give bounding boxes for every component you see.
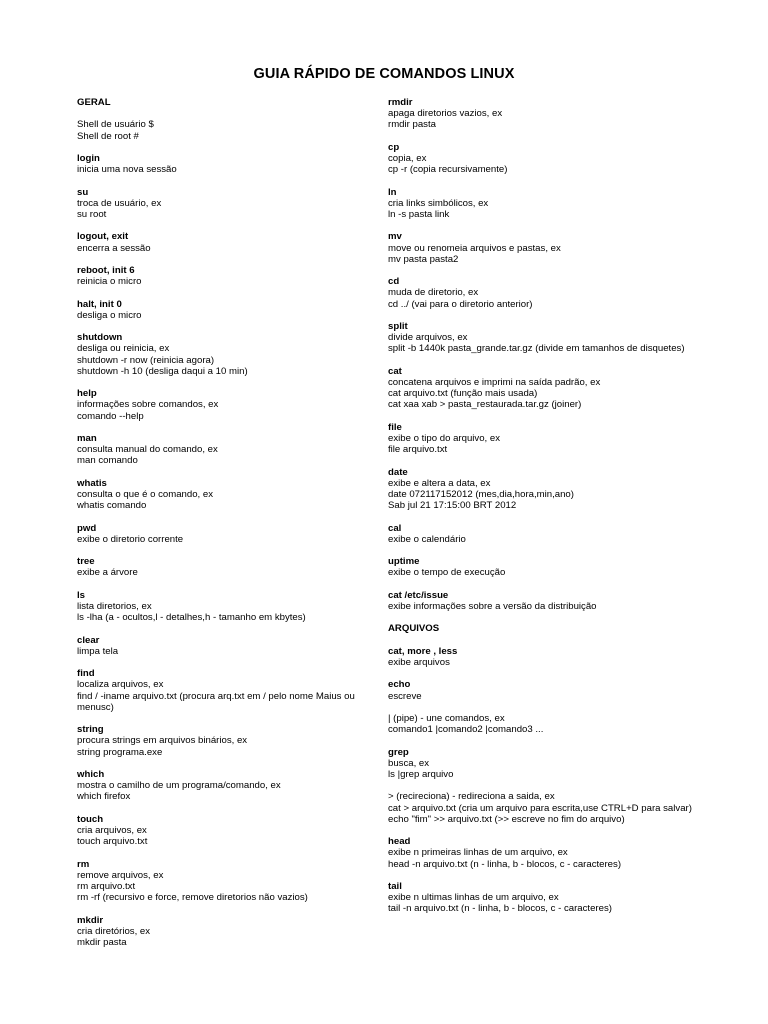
command-entry — [388, 142, 694, 176]
command-text: exibe o tempo de execução — [388, 567, 506, 579]
command-heading: cat /etc/issue — [388, 589, 449, 601]
command-heading: clear — [77, 634, 100, 646]
command-text: desliga o micro — [77, 309, 142, 321]
command-text: ls |grep arquivo — [388, 768, 454, 780]
page-title: GUIA RÁPIDO DE COMANDOS LINUX — [253, 66, 515, 82]
command-text: divide arquivos, ex — [388, 332, 468, 344]
command-heading: cd — [388, 276, 400, 288]
command-heading: cat — [388, 365, 402, 377]
command-heading: cp — [388, 141, 400, 153]
command-entry — [388, 791, 694, 825]
command-entry — [388, 276, 694, 310]
command-text: exibe o tipo do arquivo, ex — [388, 432, 501, 444]
command-heading: date — [388, 466, 408, 478]
command-text: Shell de usuário $ — [77, 119, 154, 131]
command-text: copia, ex — [388, 153, 427, 164]
command-text: exibe n ultimas linhas de um arquivo, ex — [388, 892, 559, 904]
command-heading: man — [77, 432, 97, 444]
command-entry — [388, 422, 694, 456]
command-entry — [77, 478, 381, 512]
command-entry — [388, 97, 694, 131]
command-text: limpa tela — [77, 645, 119, 657]
command-entry — [388, 556, 694, 578]
command-heading: grep — [388, 746, 409, 758]
command-text: consulta o que é o comando, ex — [77, 488, 214, 500]
command-heading: su — [77, 186, 89, 198]
command-heading: halt, init 0 — [77, 298, 122, 310]
command-heading: which — [77, 768, 105, 780]
command-entry — [388, 187, 694, 221]
command-text: cria links simbólicos, ex — [388, 197, 489, 209]
command-heading: echo — [388, 679, 411, 691]
command-text: ln -s pasta link — [388, 209, 450, 220]
command-text: exibe a árvore — [77, 567, 138, 579]
command-text: consulta manual do comando, ex — [77, 444, 218, 456]
command-heading: split — [388, 320, 408, 332]
command-text: string programa.exe — [77, 746, 163, 758]
command-heading: string — [77, 724, 104, 736]
command-text: cp -r (copia recursivamente) — [388, 164, 508, 176]
command-text: Shell de root # — [77, 130, 139, 142]
command-heading: login — [77, 152, 100, 164]
command-text: informações sobre comandos, ex — [77, 399, 219, 411]
command-text: find / -iname arquivo.txt (procura arq.txt em / pelo nome Maius ou menusc) — [77, 690, 355, 713]
command-entry — [388, 467, 694, 512]
command-entry — [77, 97, 381, 108]
command-entry — [388, 679, 694, 701]
command-heading: mkdir — [77, 914, 104, 926]
command-entry — [388, 747, 694, 781]
command-entry — [77, 153, 381, 175]
command-entry — [388, 836, 694, 870]
command-entry — [77, 332, 381, 377]
command-text: apaga diretorios vazios, ex — [388, 108, 503, 120]
command-text: cria arquivos, ex — [77, 824, 147, 836]
command-text: procura strings em arquivos binários, ex — [77, 735, 248, 747]
command-text: date 072117152012 (mes,dia,hora,min,ano) — [388, 488, 574, 500]
command-heading: file — [388, 421, 402, 433]
command-text: rm -rf (recursivo e force, remove diretorios não vazios) — [77, 892, 308, 904]
command-heading: tail — [388, 880, 402, 892]
command-heading: rmdir — [388, 97, 413, 108]
command-text: inicia uma nova sessão — [77, 164, 177, 176]
command-entry — [77, 299, 381, 321]
command-entry — [77, 556, 381, 578]
right-column — [388, 97, 694, 926]
command-entry — [388, 623, 694, 634]
command-text: localiza arquivos, ex — [77, 679, 164, 691]
command-entry — [77, 859, 381, 904]
command-text: cat > arquivo.txt (cria um arquivo para escrita,use CTRL+D para salvar) — [388, 802, 692, 814]
command-text: rmdir pasta — [388, 119, 436, 131]
command-entry — [77, 265, 381, 287]
command-heading: uptime — [388, 556, 420, 568]
command-text: muda de diretorio, ex — [388, 287, 479, 299]
command-text: su root — [77, 208, 107, 220]
command-text: mv pasta pasta2 — [388, 253, 459, 265]
command-text: ls -lha (a - ocultos,l - detalhes,h - tamanho em kbytes) — [77, 612, 306, 624]
command-text: reinicia o micro — [77, 276, 142, 288]
command-heading: ls — [77, 589, 86, 601]
command-heading: ARQUIVOS — [388, 623, 440, 635]
command-heading: help — [77, 388, 97, 400]
command-entry — [77, 668, 381, 713]
command-text: exibe n primeiras linhas de um arquivo, ex — [388, 847, 568, 859]
command-text: lista diretorios, ex — [77, 600, 152, 612]
command-entry — [388, 366, 694, 411]
command-text: exibe o calendário — [388, 533, 466, 545]
command-text: echo "fim" >> arquivo.txt (>> escreve no fim do arquivo) — [388, 813, 625, 825]
command-heading: ln — [388, 186, 397, 198]
command-heading: mv — [388, 231, 402, 243]
command-text: escreve — [388, 690, 422, 702]
command-text: rm arquivo.txt — [77, 880, 136, 892]
command-text: comando1 |comando2 |comando3 ... — [388, 724, 544, 736]
command-text: shutdown -r now (reinicia agora) — [77, 354, 215, 366]
command-heading: whatis — [77, 477, 107, 489]
command-entry — [388, 881, 694, 915]
command-entry — [77, 814, 381, 848]
command-entry — [77, 231, 381, 253]
command-text: move ou renomeia arquivos e pastas, ex — [388, 242, 561, 254]
command-entry — [388, 523, 694, 545]
command-entry — [388, 713, 694, 735]
command-entry — [77, 119, 381, 141]
command-entry — [388, 231, 694, 265]
command-entry — [77, 635, 381, 657]
command-heading: rm — [77, 858, 90, 870]
command-text: whatis comando — [77, 500, 147, 512]
command-text: Sab jul 21 17:15:00 BRT 2012 — [388, 500, 517, 512]
command-text: cria diretórios, ex — [77, 925, 151, 937]
command-text: concatena arquivos e imprimi na saída padrão, ex — [388, 376, 601, 388]
command-text: exibe e altera a data, ex — [388, 477, 491, 489]
command-text: mkdir pasta — [77, 936, 127, 948]
command-entry — [77, 523, 381, 545]
command-text: which firefox — [77, 791, 131, 803]
command-text: encerra a sessão — [77, 242, 151, 254]
command-entry — [77, 724, 381, 758]
left-column — [77, 97, 381, 959]
command-entry — [388, 590, 694, 612]
command-text: troca de usuário, ex — [77, 197, 162, 209]
command-text: tail -n arquivo.txt (n - linha, b - blocos, c - caracteres) — [388, 903, 612, 915]
command-text: cd ../ (vai para o diretorio anterior) — [388, 298, 533, 310]
command-heading: pwd — [77, 522, 97, 534]
command-entry — [388, 321, 694, 355]
command-text: man comando — [77, 455, 138, 467]
command-text: > (recireciona) - redireciona a saida, ex — [388, 791, 555, 803]
command-entry — [77, 915, 381, 949]
command-text: file arquivo.txt — [388, 444, 448, 456]
command-heading: tree — [77, 556, 95, 568]
command-text: exibe o diretorio corrente — [77, 533, 184, 545]
command-entry — [77, 590, 381, 624]
command-heading: touch — [77, 813, 104, 825]
command-heading: head — [388, 836, 411, 848]
command-text: head -n arquivo.txt (n - linha, b - blocos, c - caracteres) — [388, 858, 622, 870]
command-text: busca, ex — [388, 757, 430, 769]
command-text: | (pipe) - une comandos, ex — [388, 712, 505, 724]
command-heading: cat, more , less — [388, 645, 458, 657]
command-entry — [77, 769, 381, 803]
command-heading: reboot, init 6 — [77, 264, 135, 276]
command-heading: shutdown — [77, 332, 123, 344]
command-text: shutdown -h 10 (desliga daqui a 10 min) — [77, 365, 248, 377]
command-text: cat xaa xab > pasta_restaurada.tar.gz (joiner) — [388, 399, 582, 411]
command-text: split -b 1440k pasta_grande.tar.gz (divide em tamanhos de disquetes) — [388, 343, 685, 355]
command-entry — [77, 388, 381, 422]
command-text: desliga ou reinicia, ex — [77, 343, 170, 355]
command-text: comando --help — [77, 410, 144, 422]
command-entry — [77, 187, 381, 221]
command-text: exibe arquivos — [388, 656, 450, 668]
command-text: remove arquivos, ex — [77, 869, 164, 881]
command-entry — [388, 646, 694, 668]
command-heading: find — [77, 668, 95, 680]
command-text: cat arquivo.txt (função mais usada) — [388, 388, 538, 400]
command-heading: cal — [388, 522, 402, 534]
command-text: exibe informações sobre a versão da distribuição — [388, 600, 597, 612]
command-heading: GERAL — [77, 97, 111, 108]
command-entry — [77, 433, 381, 467]
command-text: touch arquivo.txt — [77, 836, 148, 848]
command-text: mostra o camilho de um programa/comando, ex — [77, 780, 281, 792]
command-heading: logout, exit — [77, 231, 129, 243]
